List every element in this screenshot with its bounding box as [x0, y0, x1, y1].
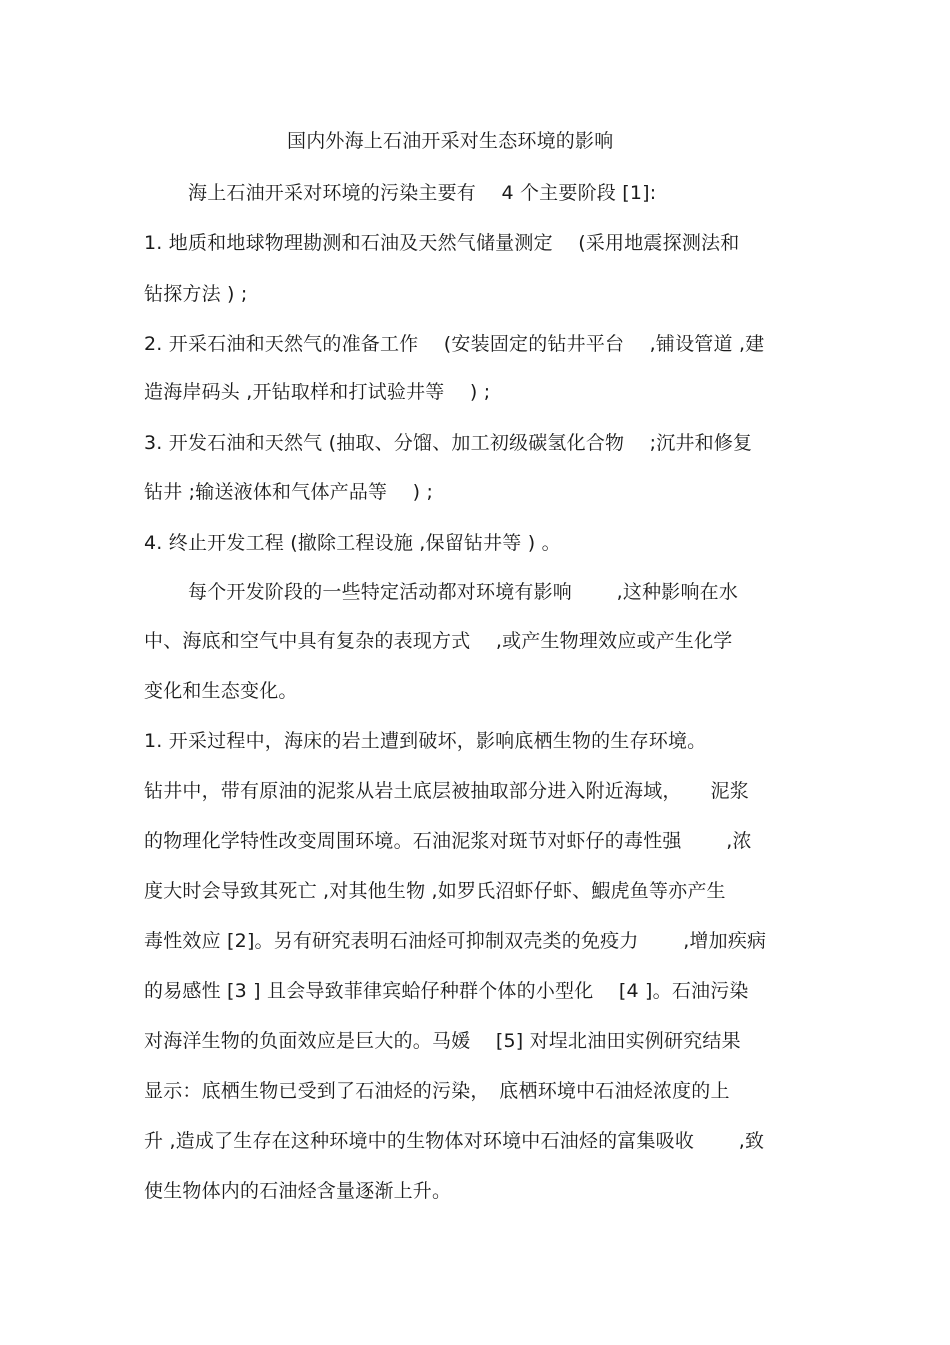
- impact-paragraph-line-1: 每个开发阶段的一些特定活动都对环境有影响 ,这种影响在水: [188, 581, 739, 603]
- effect-1-line-1: 1. 开采过程中，海床的岩土遭到破坏，影响底栖生物的生存环境。: [144, 730, 707, 752]
- effect-1-line-10: 使生物体内的石油烃含量逐渐上升。: [144, 1180, 452, 1202]
- intro-paragraph-line: 海上石油开采对环境的污染主要有 4 个主要阶段 [1]:: [188, 182, 657, 204]
- effect-1-line-2: 钻井中，带有原油的泥浆从岩土底层被抽取部分进入附近海域， 泥浆: [144, 780, 749, 802]
- effect-1-line-4: 度大时会导致其死亡 ,对其他生物 ,如罗氏沼虾仔虾、鰕虎鱼等亦产生: [144, 880, 726, 902]
- impact-paragraph-line-3: 变化和生态变化。: [144, 680, 298, 702]
- document-title: 国内外海上石油开采对生态环境的影响: [287, 130, 614, 152]
- stage-3-line-1: 3. 开发石油和天然气 (抽取、分馏、加工初级碳氢化合物 ;沉井和修复: [144, 432, 753, 454]
- stage-2-line-2: 造海岸码头 ,开钻取样和打试验井等 ) ;: [144, 381, 491, 403]
- stage-1-line-1: 1. 地质和地球物理勘测和石油及天然气储量测定 (采用地震探测法和: [144, 232, 740, 254]
- effect-1-line-3: 的物理化学特性改变周围环境。石油泥浆对斑节对虾仔的毒性强 ,浓: [144, 830, 752, 852]
- effect-1-line-7: 对海洋生物的负面效应是巨大的。马媛 [5] 对埕北油田实例研究结果: [144, 1030, 741, 1052]
- impact-paragraph-line-2: 中、海底和空气中具有复杂的表现方式 ,或产生物理效应或产生化学: [144, 630, 733, 652]
- effect-1-line-5: 毒性效应 [2]。另有研究表明石油烃可抑制双壳类的免疫力 ,增加疾病: [144, 930, 767, 952]
- stage-4-line: 4. 终止开发工程 (撤除工程设施 ,保留钻井等 ) 。: [144, 532, 561, 554]
- effect-1-line-8: 显示：底栖生物已受到了石油烃的污染， 底栖环境中石油烃浓度的上: [144, 1080, 730, 1102]
- stage-3-line-2: 钻井 ;输送液体和气体产品等 ) ;: [144, 481, 434, 503]
- stage-2-line-1: 2. 开采石油和天然气的准备工作 (安装固定的钻井平台 ,铺设管道 ,建: [144, 333, 765, 355]
- effect-1-line-6: 的易感性 [3 ] 且会导致菲律宾蛤仔种群个体的小型化 [4 ]。石油污染: [144, 980, 749, 1002]
- effect-1-line-9: 升 ,造成了生存在这种环境中的生物体对环境中石油烃的富集吸收 ,致: [144, 1130, 765, 1152]
- stage-1-line-2: 钻探方法 ) ;: [144, 283, 248, 305]
